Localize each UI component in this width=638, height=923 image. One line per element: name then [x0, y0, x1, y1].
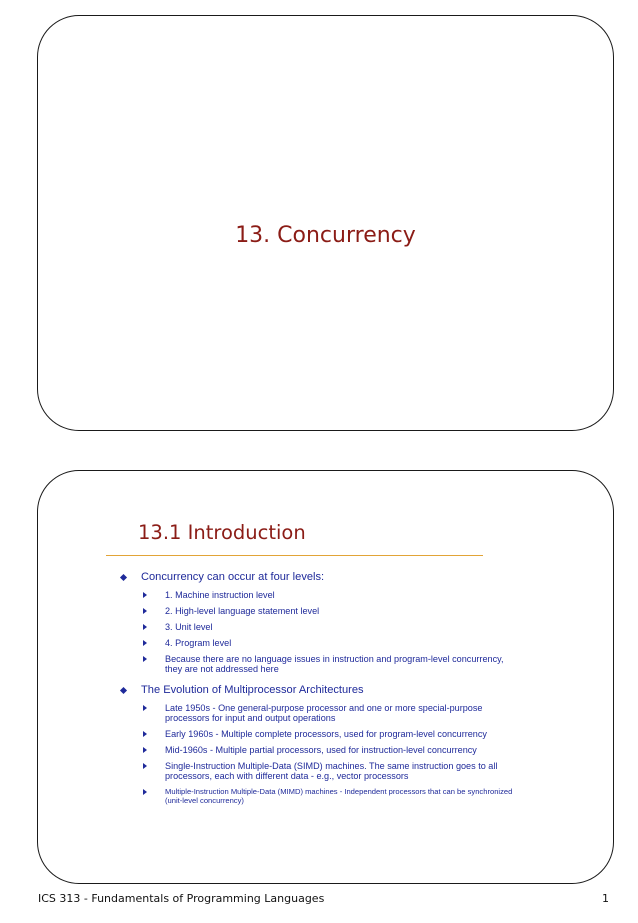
arrow-bullet-icon: [143, 608, 147, 614]
list-item: [142, 729, 520, 739]
arrow-bullet-icon: [143, 789, 147, 795]
arrow-bullet-icon: [143, 640, 147, 646]
list-item: [142, 622, 520, 632]
arrow-bullet-icon: [143, 731, 147, 737]
list-item: [142, 590, 520, 600]
sub-bullet-list: [142, 590, 520, 674]
list-item: [142, 703, 520, 723]
arrow-bullet-icon: [143, 763, 147, 769]
list-item: [142, 761, 520, 781]
list-item-text: 1. Machine instruction level: [165, 590, 275, 600]
list-item-text: Late 1950s - One general-purpose processor and one or more special-purpose processors for input and output operations: [165, 703, 483, 723]
diamond-bullet-icon: [120, 574, 127, 581]
bullet-text: The Evolution of Multiprocessor Architectures: [141, 684, 364, 696]
arrow-bullet-icon: [143, 592, 147, 598]
footer-page-number: 1: [602, 892, 609, 905]
title-underline: [106, 555, 483, 556]
slide-2-content: [120, 571, 520, 811]
slide-2: [37, 470, 614, 884]
slide-1: [37, 15, 614, 431]
list-item: [142, 787, 520, 805]
slide-1-title: 13. Concurrency: [235, 223, 416, 248]
list-item-text: 3. Unit level: [165, 622, 213, 632]
list-item-text: Multiple-Instruction Multiple-Data (MIMD) machines - Independent processors that can be synchronized (unit-level concurrency): [165, 787, 513, 805]
arrow-bullet-icon: [143, 747, 147, 753]
list-item: [142, 654, 520, 674]
list-item-text: Mid-1960s - Multiple partial processors, used for instruction-level concurrency: [165, 745, 477, 755]
list-item: [142, 745, 520, 755]
list-item: [142, 638, 520, 648]
list-item-text: Single-Instruction Multiple-Data (SIMD) machines. The same instruction goes to all processors, each with different data - e.g., vector processors: [165, 761, 498, 781]
list-item-text: 2. High-level language statement level: [165, 606, 320, 616]
list-item-text: 4. Program level: [165, 638, 232, 648]
list-item: [142, 606, 520, 616]
arrow-bullet-icon: [143, 624, 147, 630]
arrow-bullet-icon: [143, 705, 147, 711]
bullet-multiprocessor-evolution: [120, 684, 520, 697]
bullet-concurrency-levels: [120, 571, 520, 584]
arrow-bullet-icon: [143, 656, 147, 662]
diamond-bullet-icon: [120, 687, 127, 694]
list-item-text: Because there are no language issues in instruction and program-level concurrency, they are not addressed here: [165, 654, 504, 674]
bullet-text: Concurrency can occur at four levels:: [141, 571, 325, 583]
list-item-text: Early 1960s - Multiple complete processors, used for program-level concurrency: [165, 729, 487, 739]
sub-bullet-list: [142, 703, 520, 805]
footer-course-name: ICS 313 - Fundamentals of Programming Languages: [38, 892, 325, 905]
slide-2-title: 13.1 Introduction: [138, 521, 306, 544]
